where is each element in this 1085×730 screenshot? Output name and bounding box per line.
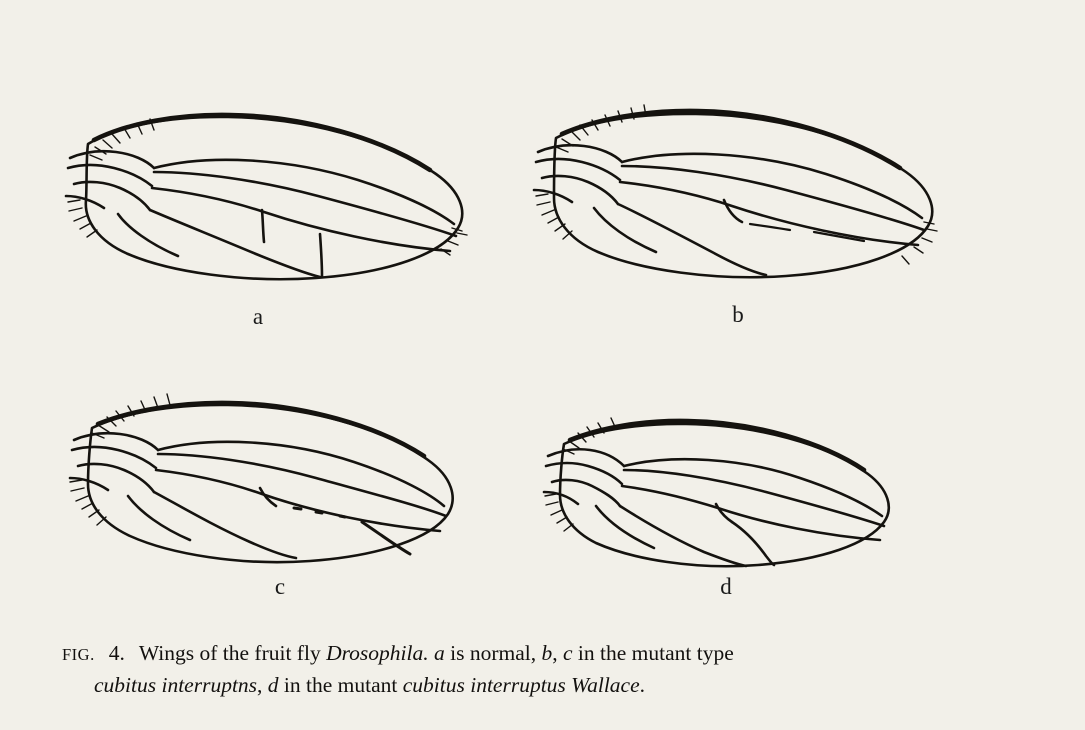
caption-italic-b: b	[541, 641, 553, 665]
wing-drawing-c	[62, 386, 462, 576]
wing-drawing-a	[58, 96, 478, 306]
wing-figure-d	[538, 406, 898, 599]
caption-italic-a: a	[434, 641, 445, 665]
figure-caption	[62, 638, 1022, 700]
caption-text-5: in the mutant type	[572, 641, 734, 665]
figure-area	[0, 18, 1085, 618]
caption-italic-cubitus-interruptns: cubitus interruptns	[94, 673, 258, 697]
panel-label-d: d	[720, 574, 732, 599]
caption-italic-d: d	[267, 673, 279, 697]
caption-text-1: Wings of the fruit fly	[138, 641, 327, 665]
caption-text-6: ,	[257, 673, 268, 697]
panel-label-a: a	[252, 304, 264, 329]
panel-label-c: c	[274, 574, 286, 599]
caption-text-8: .	[639, 673, 646, 697]
caption-fig-number: 4.	[108, 641, 125, 665]
caption-text-4: ,	[552, 641, 563, 665]
wing-figure-c	[62, 386, 462, 599]
wing-figure-a	[58, 96, 478, 329]
caption-italic-drosophila: Drosophila.	[326, 641, 429, 665]
caption-line-2	[94, 670, 1022, 700]
caption-text-7: in the mutant	[278, 673, 403, 697]
wing-drawing-b	[528, 96, 948, 306]
caption-text-3: is normal,	[444, 641, 542, 665]
wing-figure-b	[528, 96, 948, 327]
caption-italic-c: c	[563, 641, 573, 665]
panel-label-b: b	[732, 302, 744, 327]
caption-italic-cubitus-interruptus-wallace: cubitus interruptus Wallace	[402, 673, 640, 697]
wing-drawing-d	[538, 406, 898, 576]
caption-fig-label: FIG.	[62, 645, 95, 664]
